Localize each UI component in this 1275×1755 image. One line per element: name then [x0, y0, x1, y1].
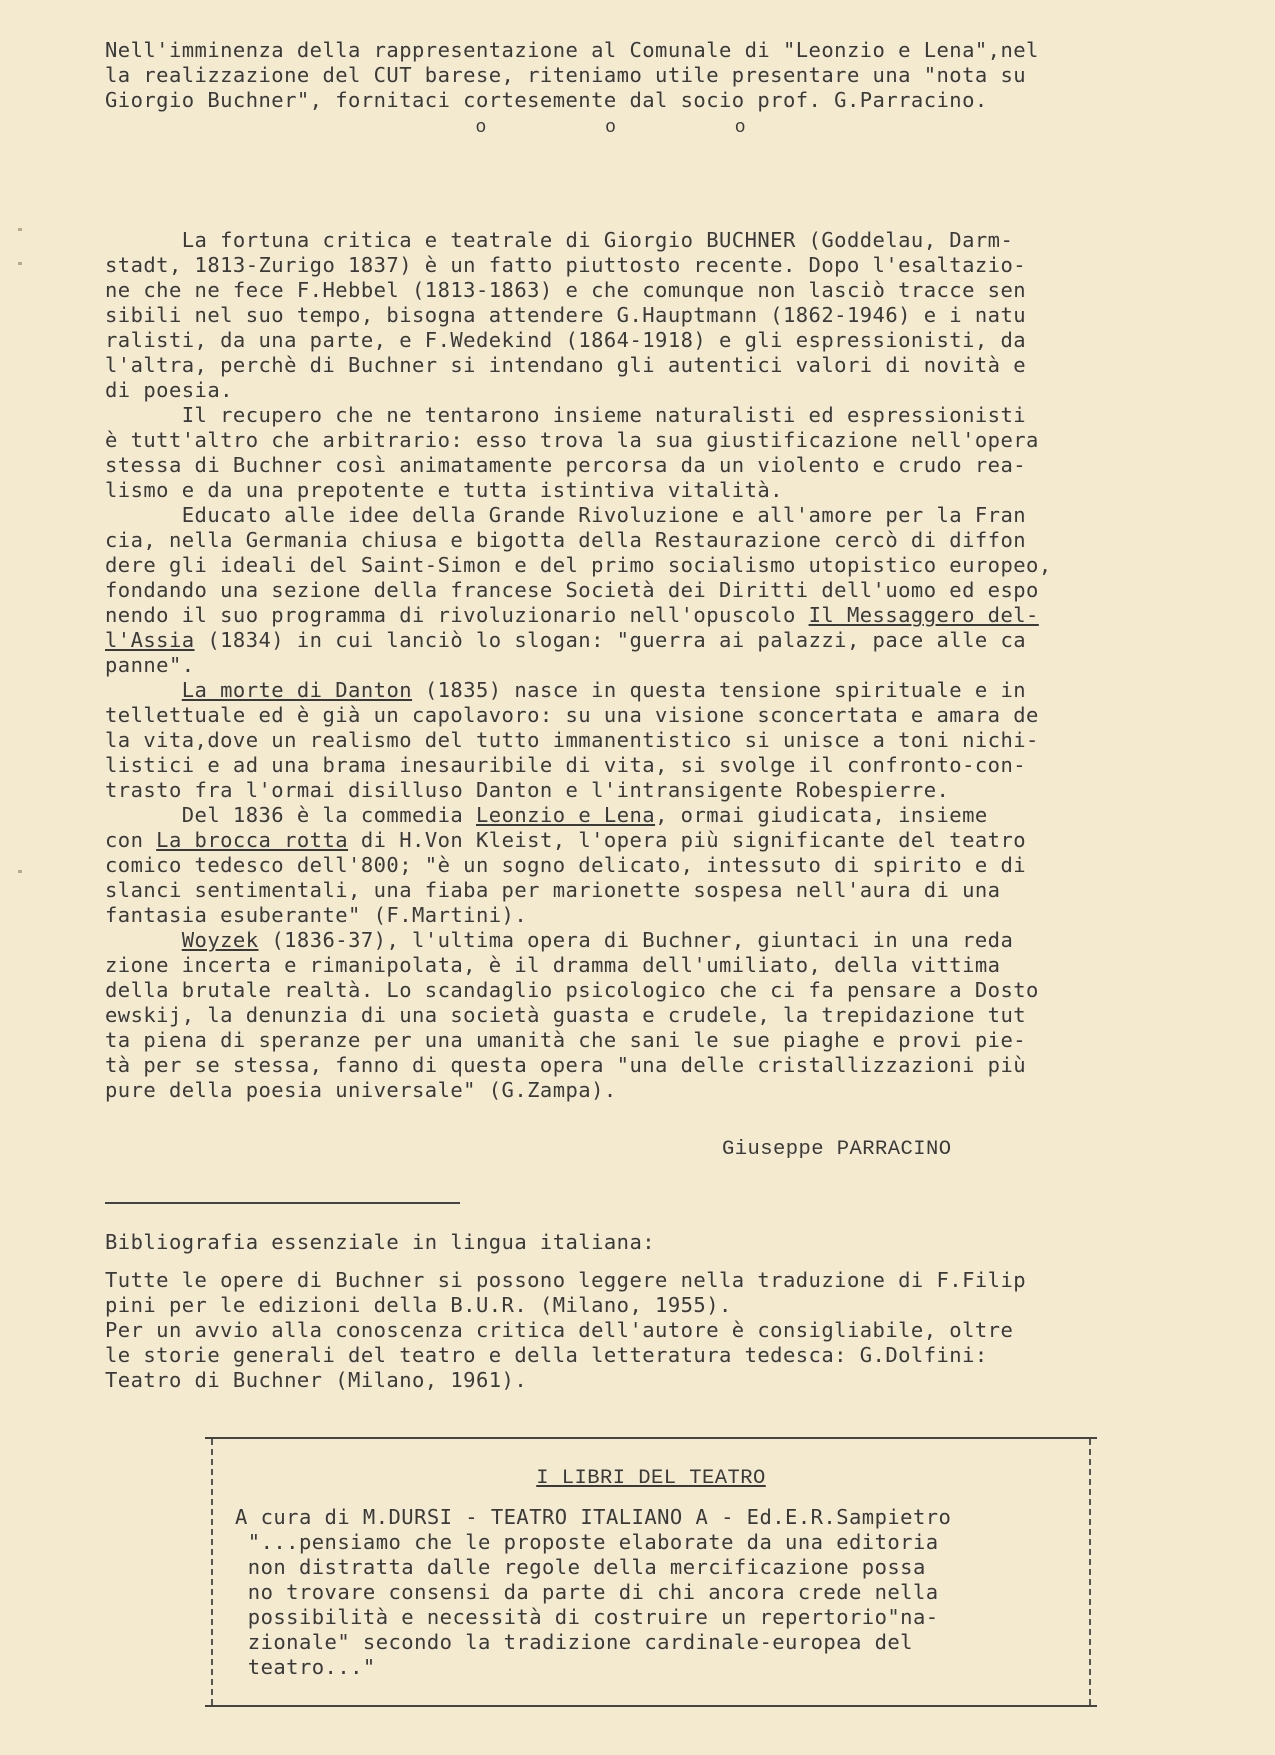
book-notice-title-text: I LIBRI DEL TEATRO	[536, 1467, 766, 1490]
essay-line: La fortuna critica e teatrale di Giorgio BUCHNER (Goddelau, Darm-	[105, 228, 1014, 252]
intro-line: Nell'imminenza della rappresentazione al Comunale di "Leonzio e Lena",nel	[105, 38, 1039, 62]
paper-speck	[18, 262, 22, 265]
essay-line: ewskij, la denunzia di una società guasta e crudele, la trepidazione tut	[105, 1003, 1027, 1027]
essay-line: comico tedesco dell'800; "è un sogno delicato, intessuto di spirito e di	[105, 853, 1027, 877]
intro-line: Giorgio Buchner", fornitaci cortesemente dal socio prof. G.Parracino.	[105, 88, 988, 112]
essay-line: sibili nel suo tempo, bisogna attendere G.Hauptmann (1862-1946) e i natu	[105, 303, 1027, 327]
essay-line: tellettuale ed è già un capolavoro: su una visione sconcertata e amara de	[105, 703, 1039, 727]
essay-line: trasto fra l'ormai disilluso Danton e l'intransigente Robespierre.	[105, 778, 950, 802]
book-notice-line: non distratta dalle regole della mercificazione possa	[235, 1555, 926, 1579]
essay-line: Woyzek (1836-37), l'ultima opera di Buchner, giuntaci in una reda	[181, 928, 1014, 952]
bibliography-text	[105, 1268, 1026, 1393]
essay-line: fondando una sezione della francese Società dei Diritti dell'uomo ed espo	[105, 578, 1039, 602]
essay-line: slanci sentimentali, una fiaba per marionette sospesa nell'aura di una	[105, 878, 1001, 902]
essay-line: ta piena di speranze per una umanità che sani le sue piaghe e provi pie-	[105, 1028, 1027, 1052]
essay-line: Educato alle idee della Grande Rivoluzione e all'amore per la Fran	[105, 503, 1027, 527]
bibliography-line: pini per le edizioni della B.U.R. (Milano, 1955).	[105, 1293, 732, 1317]
bibliography-line: le storie generali del teatro e della letteratura tedesca: G.Dolfini:	[105, 1343, 988, 1367]
author-signature: Giuseppe PARRACINO	[722, 1138, 952, 1161]
essay-line: della brutale realtà. Lo scandaglio psicologico che ci fa pensare a Dosto	[105, 978, 1039, 1002]
footnote-rule	[105, 1202, 460, 1204]
paper-speck	[18, 228, 22, 231]
essay-line: zione incerta e rimanipolata, è il dramma dell'umiliato, della vittima	[105, 953, 1001, 977]
essay-line: nendo il suo programma di rivoluzionario nell'opuscolo Il Messaggero del-	[105, 603, 1039, 627]
bibliography-line: Teatro di Buchner (Milano, 1961).	[105, 1368, 528, 1392]
bibliography-heading: Bibliografia essenziale in lingua italiana:	[105, 1230, 656, 1254]
essay-line: Il recupero che ne tentarono insieme naturalisti ed espressionisti	[105, 403, 1027, 427]
book-notice-line: possibilità e necessità di costruire un repertorio"na-	[235, 1605, 939, 1629]
essay-line: l'Assia (1834) in cui lanciò lo slogan: "guerra ai palazzi, pace alle ca	[105, 628, 1027, 652]
paper-speck	[18, 870, 22, 873]
essay-line: Del 1836 è la commedia Leonzio e Lena, ormai giudicata, insieme	[105, 803, 988, 827]
book-notice-line: A cura di M.DURSI - TEATRO ITALIANO A - Ed.E.R.Sampietro	[235, 1505, 952, 1529]
intro-line: la realizzazione del CUT barese, riteniamo utile presentare una "nota su	[105, 63, 1027, 87]
book-notice-title	[205, 1467, 1097, 1490]
essay-line: fantasia esuberante" (F.Martini).	[105, 903, 528, 927]
essay-line: la vita,dove un realismo del tutto immanentistico si unisce a toni nichi-	[105, 728, 1039, 752]
essay-line: è tutt'altro che arbitrario: esso trova la sua giustificazione nell'opera	[105, 428, 1039, 452]
essay-line: lismo e da una prepotente e tutta istintiva vitalità.	[105, 478, 783, 502]
book-notice-line: teatro..."	[235, 1655, 376, 1679]
essay-line: stessa di Buchner così animatamente percorsa da un violento e crudo rea-	[105, 453, 1027, 477]
essay-line: ne che ne fece F.Hebbel (1813-1863) e che comunque non lasciò tracce sen	[105, 278, 1027, 302]
essay-line: pure della poesia universale" (G.Zampa).	[105, 1078, 617, 1102]
intro-paragraph	[105, 38, 1039, 113]
book-notice-text	[235, 1505, 951, 1680]
essay-line: di poesia.	[105, 378, 233, 402]
book-notice-line: no trovare consensi da parte di chi ancora crede nella	[235, 1580, 939, 1604]
book-notice-line: "...pensiamo che le proposte elaborate da una editoria	[235, 1530, 939, 1554]
essay-text	[105, 228, 1052, 1103]
essay-line: l'altra, perchè di Buchner si intendano gli autentici valori di novità e	[105, 353, 1027, 377]
essay-line: ralisti, da una parte, e F.Wedekind (1864-1918) e gli espressionisti, da	[105, 328, 1027, 352]
essay-line: tà per se stessa, fanno di questa opera "una delle cristallizzazioni più	[105, 1053, 1027, 1077]
book-notice-box	[205, 1437, 1097, 1707]
bibliography-line: Per un avvio alla conoscenza critica dell'autore è consigliabile, oltre	[105, 1318, 1014, 1342]
essay-line: listici e ad una brama inesauribile di vita, si svolge il confronto-con-	[105, 753, 1027, 777]
essay-line: con La brocca rotta di H.Von Kleist, l'opera più significante del teatro	[105, 828, 1027, 852]
essay-line: dere gli ideali del Saint-Simon e del primo socialismo utopistico europeo,	[105, 553, 1052, 577]
book-notice-line: zionale" secondo la tradizione cardinale-europea del	[235, 1630, 913, 1654]
essay-line: La morte di Danton (1835) nasce in questa tensione spirituale e in	[181, 678, 1027, 702]
essay-line: cia, nella Germania chiusa e bigotta della Restaurazione cercò di diffon	[105, 528, 1027, 552]
section-divider: o o o	[475, 118, 800, 138]
essay-line: panne".	[105, 653, 195, 677]
bibliography-line: Tutte le opere di Buchner si possono leggere nella traduzione di F.Filip	[105, 1268, 1027, 1292]
essay-line: stadt, 1813-Zurigo 1837) è un fatto piuttosto recente. Dopo l'esaltazio-	[105, 253, 1027, 277]
